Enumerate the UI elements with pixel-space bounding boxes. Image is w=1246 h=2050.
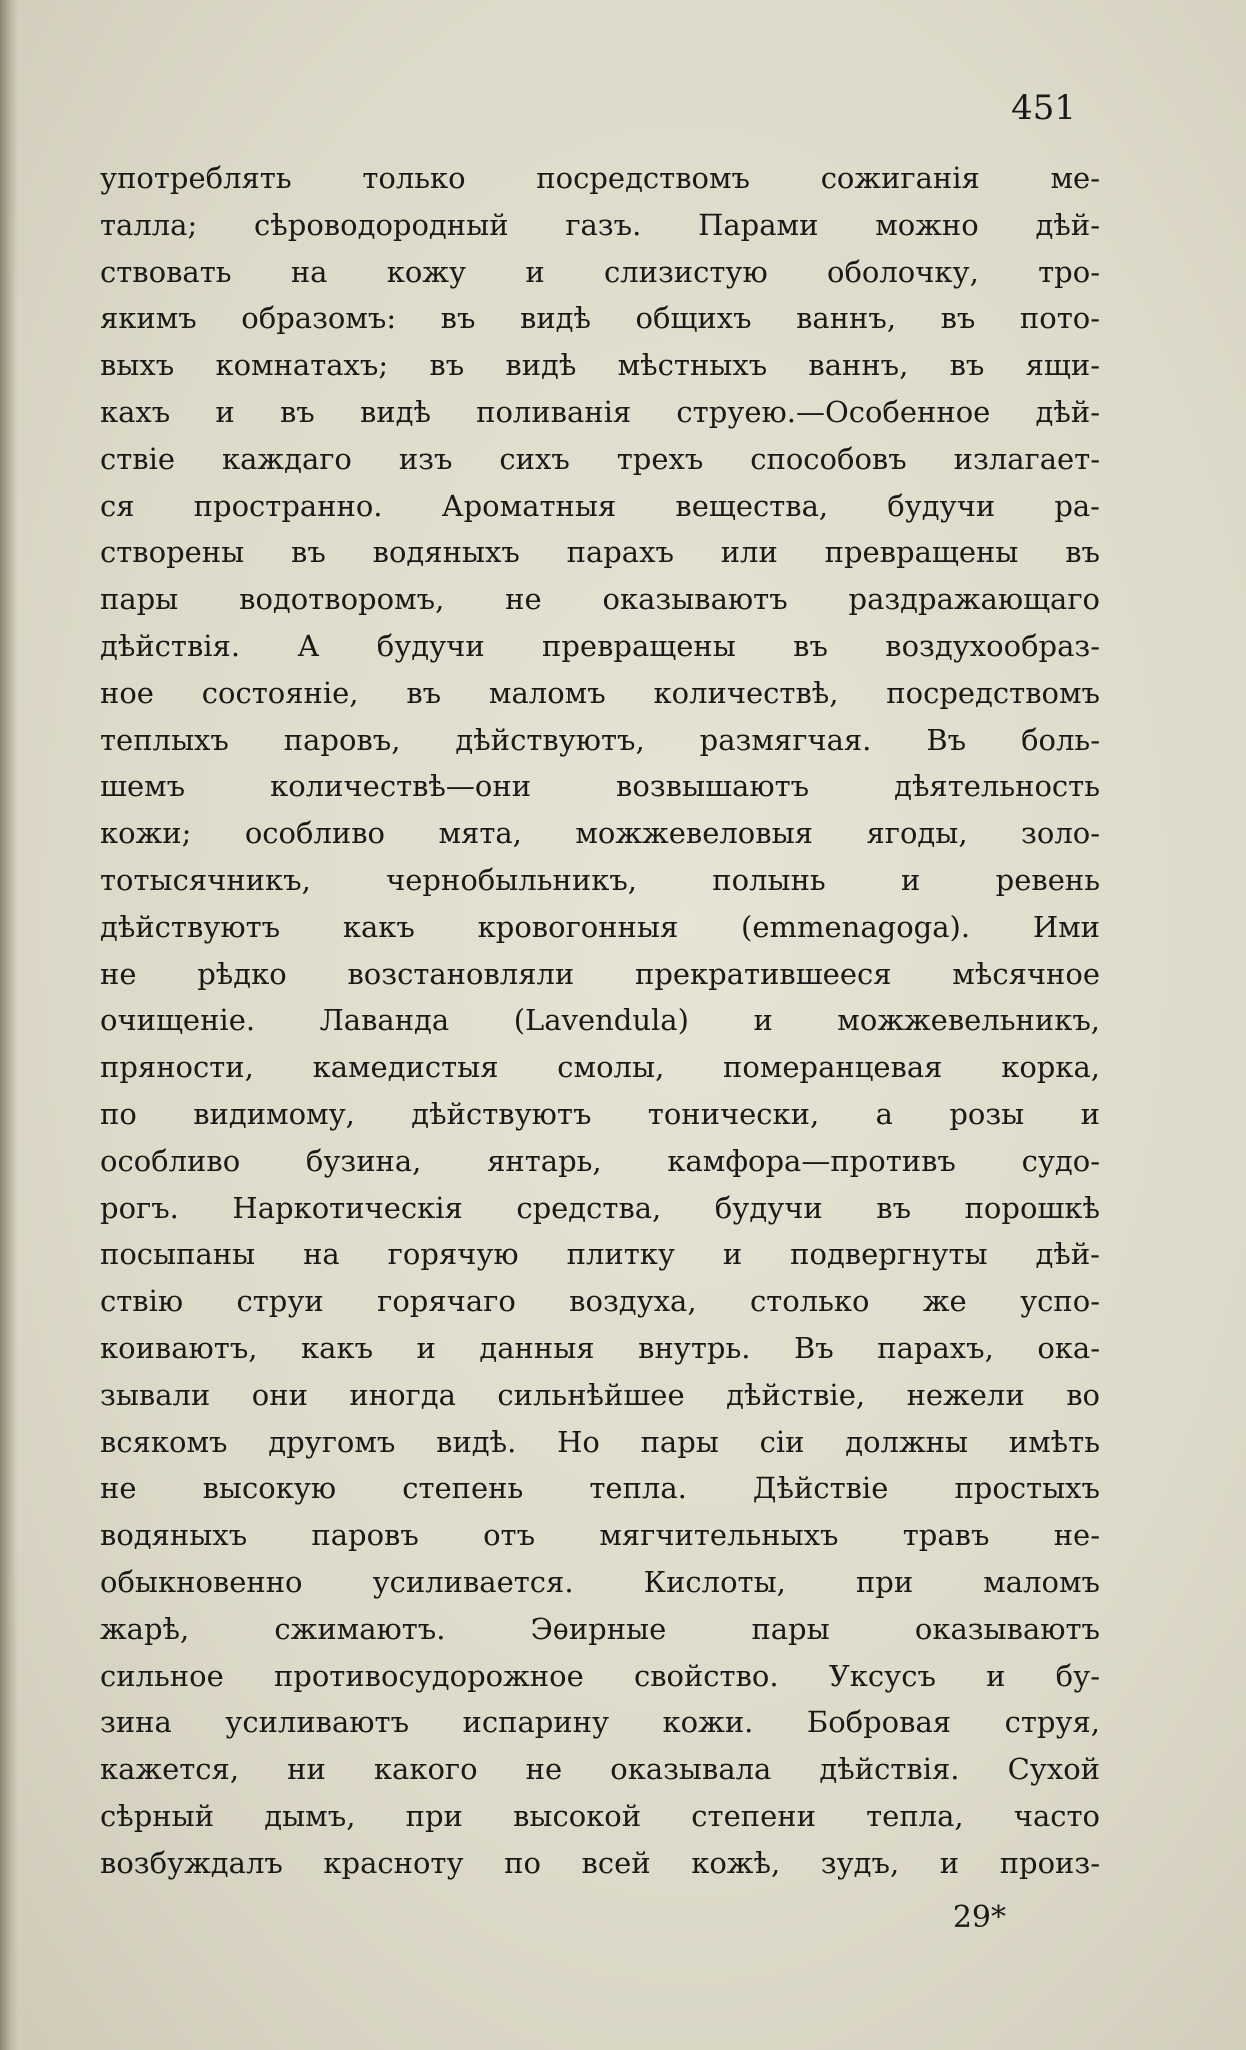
text-line: теплыхъ паровъ, дѣйствуютъ, размягчая. Въ боль- [100, 722, 1100, 757]
text-line: жарѣ, сжимаютъ. Эѳирные пары оказываютъ [100, 1611, 1100, 1646]
text-line: рогъ. Наркотическія средства, будучи въ порошкѣ [100, 1190, 1100, 1225]
text-line: не рѣдко возстановляли прекратившееся мѣсячное [100, 956, 1100, 991]
text-line: возбуждалъ красноту по всей кожѣ, зудъ, и произ- [100, 1845, 1100, 1880]
text-line: ствіе каждаго изъ сихъ трехъ способовъ излагает- [100, 441, 1100, 476]
text-line: кожи; особливо мята, можжевеловыя ягоды, золо- [100, 816, 1100, 851]
text-line: пряности, камедистыя смолы, померанцевая корка, [100, 1050, 1100, 1085]
text-line: очищеніе. Лаванда (Lavendula) и можжевельникъ, [100, 1003, 1100, 1038]
text-line: употреблять только посредствомъ сожиганія ме- [100, 161, 1100, 195]
text-line: ное состояніе, въ маломъ количествѣ, посредствомъ [100, 675, 1100, 710]
text-line: зывали они иногда сильнѣйшее дѣйствіе, нежели во [100, 1377, 1100, 1412]
text-line: не высокую степень тепла. Дѣйствіе простыхъ [100, 1471, 1100, 1506]
text-line: по видимому, дѣйствуютъ тонически, а розы и [100, 1096, 1100, 1131]
text-line: кахъ и въ видѣ поливанія струею.—Особенное дѣй- [100, 394, 1100, 429]
text-line: сѣрный дымъ, при высокой степени тепла, часто [100, 1798, 1100, 1833]
text-line: особливо бузина, янтарь, камфора—противъ судо- [100, 1143, 1100, 1178]
text-line: водяныхъ паровъ отъ мягчительныхъ травъ не- [100, 1518, 1100, 1553]
text-line: створены въ водяныхъ парахъ или превращены въ [100, 535, 1100, 570]
text-line: всякомъ другомъ видѣ. Но пары сіи должны имѣть [100, 1424, 1100, 1459]
text-line: ствовать на кожу и слизистую оболочку, тро- [100, 254, 1100, 289]
text-line: тотысячникъ, чернобыльникъ, полынь и ревень [100, 862, 1100, 897]
text-line: пары водотворомъ, не оказываютъ раздражающаго [100, 582, 1100, 617]
signature-mark: 29* [952, 1900, 1006, 1935]
text-line: обыкновенно усиливается. Кислоты, при маломъ [100, 1564, 1100, 1599]
text-line: талла; сѣроводородный газъ. Парами можно дѣй- [100, 207, 1100, 242]
text-line: якимъ образомъ: въ видѣ общихъ ваннъ, въ пото- [100, 301, 1100, 336]
text-line: посыпаны на горячую плитку и подвергнуты дѣй- [100, 1237, 1100, 1272]
binding-shadow [0, 0, 18, 2050]
text-line: зина усиливаютъ испарину кожи. Бобровая струя, [100, 1705, 1100, 1740]
text-line: сильное противосудорожное свойство. Уксусъ и бу- [100, 1658, 1100, 1693]
text-line: кажется, ни какого не оказывала дѣйствія. Сухой [100, 1752, 1100, 1787]
text-line: коиваютъ, какъ и данныя внутрь. Въ парахъ, ока- [100, 1330, 1100, 1365]
text-line: дѣйствуютъ какъ кровогонныя (emmenagoga). Ими [100, 909, 1100, 944]
text-line: выхъ комнатахъ; въ видѣ мѣстныхъ ваннъ, въ ящи- [100, 348, 1100, 383]
text-line: ствію струи горячаго воздуха, столько же успо- [100, 1284, 1100, 1319]
body-text [100, 155, 1100, 1886]
text-line: ся пространно. Ароматныя вещества, будучи ра- [100, 488, 1100, 523]
page-number: 451 [1011, 88, 1076, 128]
text-line: дѣйствія. А будучи превращены въ воздухообраз- [100, 628, 1100, 663]
text-line: шемъ количествѣ—они возвышаютъ дѣятельность [100, 769, 1100, 804]
